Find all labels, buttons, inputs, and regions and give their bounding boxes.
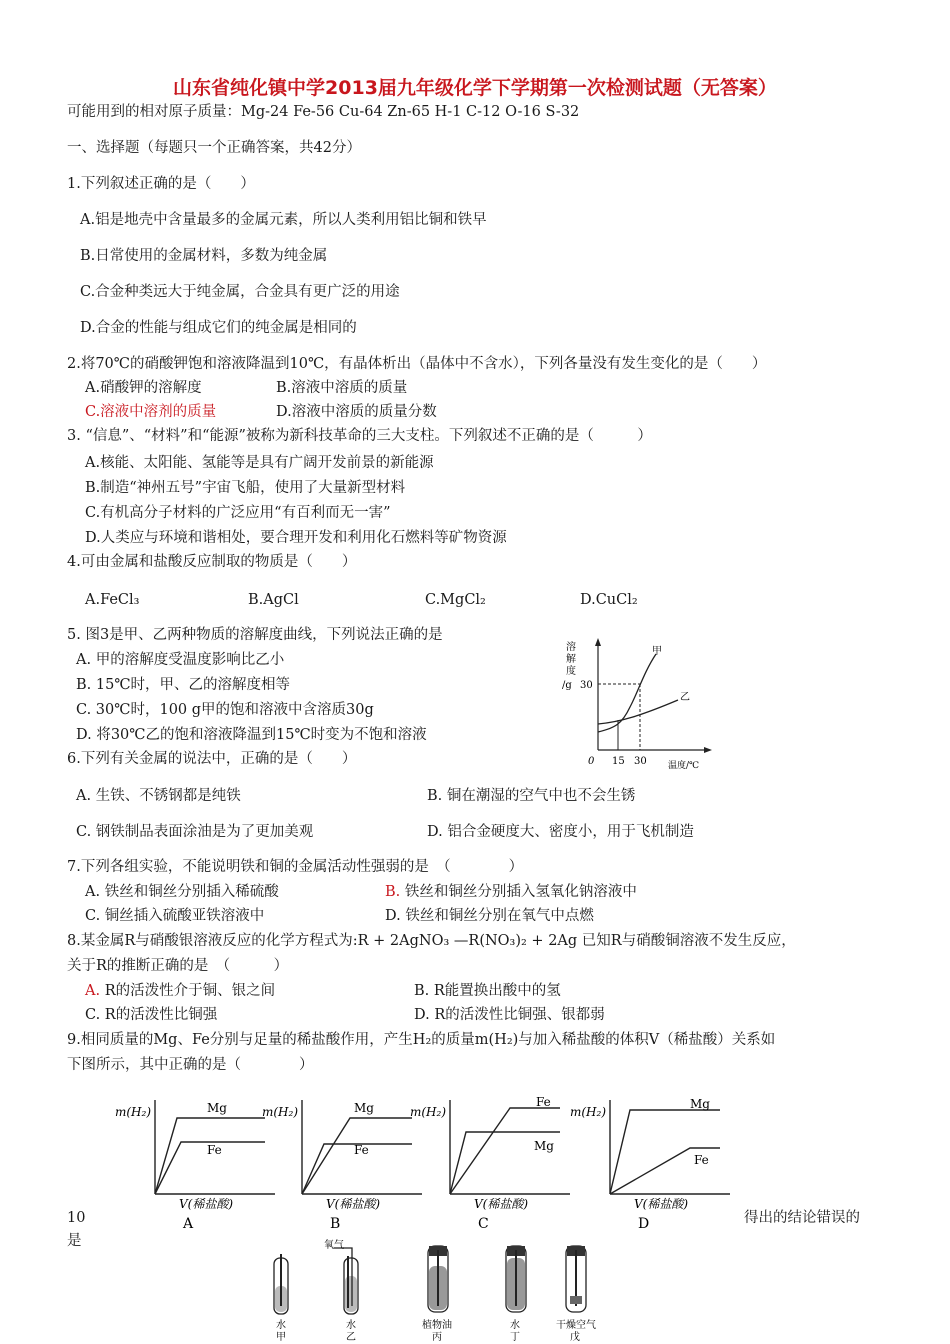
tube-jia <box>274 1254 288 1314</box>
curve-yi-label: 乙 <box>680 692 690 703</box>
curve-yi <box>598 700 678 724</box>
q5-option-a: A. 甲的溶解度受温度影响比乙小 <box>76 652 285 668</box>
x-axis-arrow <box>704 747 712 753</box>
q3-stem: 3. “信息”、“材料”和“能源”被称为新科技革命的三大支柱。下列叙述不正确的是（ ） <box>67 428 652 444</box>
oxygen-label: 氧气 <box>324 1240 344 1251</box>
q8-option-a <box>85 981 275 1001</box>
tube-bing-bottom-label: 丙 <box>432 1332 442 1343</box>
q5-option-d: D. 将30℃乙的饱和溶液降温到15℃时变为不饱和溶液 <box>76 727 427 743</box>
series-label-bottom: Fe <box>694 1153 709 1167</box>
series-label-top: Fe <box>536 1095 551 1109</box>
q7-option-b <box>385 882 637 902</box>
x-tick-0: 0 <box>588 756 595 767</box>
y-axis-label-2: 解 <box>566 654 576 665</box>
q5-option-b: B. 15℃时，甲、乙的溶解度相等 <box>76 677 291 693</box>
x-tick-15: 15 <box>612 756 625 767</box>
graph-letter: A <box>183 1216 194 1232</box>
q3-option-d: D.人类应与环境和谐相处，要合理开发和利用化石燃料等矿物资源 <box>85 530 507 546</box>
graph-letter: C <box>478 1216 489 1232</box>
x-axis-label: V(稀盐酸) <box>634 1197 689 1211</box>
curve-jia <box>598 654 656 732</box>
q7-option-b-text: 铁丝和铜丝分别插入氢氧化钠溶液中 <box>400 884 637 900</box>
q1-option-d: D.合金的性能与组成它们的纯金属是相同的 <box>80 320 357 336</box>
q9-stem: 9.相同质量的Mg、Fe分别与足量的稀盐酸作用，产生H₂的质量m(H₂)与加入稀盐酸的体积V（稀盐酸）关系如 <box>67 1032 776 1048</box>
q2-option-d: D.溶液中溶质的质量分数 <box>276 404 437 420</box>
q4-option-a: A.FeCl₃ <box>85 592 140 608</box>
q8-option-d: D. R的活泼性比铜强、银都弱 <box>414 1007 605 1023</box>
atomic-masses: 可能用到的相对原子质量：Mg-24 Fe-56 Cu-64 Zn-65 H-1 C-12 O-16 S-32 <box>67 104 580 120</box>
q8-option-a-letter: A. <box>85 983 101 999</box>
q1-option-b: B.日常使用的金属材料，多数为纯金属 <box>80 248 328 264</box>
q3-option-b: B.制造“神州五号”宇宙飞船，使用了大量新型材料 <box>85 480 406 496</box>
series-label-bottom: Fe <box>207 1143 222 1157</box>
tube-ding-bottom-label: 丁 <box>510 1332 520 1343</box>
q4-option-b: B.AgCl <box>248 592 299 608</box>
y-axis-label-1: 溶 <box>566 642 576 653</box>
q9-graph-c <box>410 1094 580 1234</box>
tube-ding-top-label: 水 <box>510 1320 520 1331</box>
x-axis-label: V(稀盐酸) <box>326 1197 381 1211</box>
q8-stem: 8.某金属R与硝酸银溶液反应的化学方程式为:R + 2AgNO₃ —R(NO₃)₂ + 2Ag 已知R与硝酸铜溶液不发生反应， <box>67 933 796 949</box>
y-axis-label: m(H₂) <box>410 1105 447 1119</box>
tube-yi-bottom-label: 乙 <box>346 1332 356 1343</box>
q6-option-c: C. 钢铁制品表面涂油是为了更加美观 <box>76 824 314 840</box>
y-axis-label-3: 度 <box>566 666 576 677</box>
tube-wu-top-label: 干燥空气 <box>556 1320 596 1331</box>
q10-fragment-right: 得出的结论错误的 <box>744 1210 860 1226</box>
q5-option-c: C. 30℃时，100 g甲的饱和溶液中含溶质30g <box>76 702 374 718</box>
series-label-top: Mg <box>354 1101 374 1115</box>
x-axis-label: V(稀盐酸) <box>474 1197 529 1211</box>
q1-option-c: C.合金种类远大于纯金属，合金具有更广泛的用途 <box>80 284 400 300</box>
tube-wu <box>566 1246 586 1312</box>
q10-fragment-left: 10 <box>67 1210 86 1226</box>
q10-fragment-line2: 是 <box>67 1233 82 1249</box>
q8-option-b: B. R能置换出酸中的氢 <box>414 983 561 999</box>
q7-option-d: D. 铁丝和铜丝分别在氧气中点燃 <box>385 908 594 924</box>
graph-letter: D <box>638 1216 650 1232</box>
q1-stem: 1.下列叙述正确的是（ ） <box>67 176 255 192</box>
q9-graph-b <box>262 1094 432 1234</box>
q9-graph-d <box>570 1094 740 1234</box>
q7-option-b-letter: B. <box>385 884 401 900</box>
section-heading: 一、选择题（每题只一个正确答案，共42分） <box>67 140 361 156</box>
q1-option-a: A.铝是地壳中含量最多的金属元素，所以人类利用铝比铜和铁早 <box>80 212 487 228</box>
q2-stem: 2.将70℃的硝酸钾饱和溶液降温到10℃，有晶体析出（晶体中不含水），下列各量没有发生变化的是（ ） <box>67 356 767 372</box>
q2-option-c: C.溶液中溶剂的质量 <box>85 404 217 420</box>
q4-option-c: C.MgCl₂ <box>425 592 486 608</box>
graph-letter: B <box>330 1216 341 1232</box>
series-label-bottom: Fe <box>354 1143 369 1157</box>
tube-yi-top-label: 水 <box>346 1320 356 1331</box>
q8-option-a-text: R的活泼性介于铜、银之间 <box>100 983 276 999</box>
q6-option-b: B. 铜在潮湿的空气中也不会生锈 <box>427 788 636 804</box>
curve-mg <box>610 1110 720 1194</box>
y-axis-unit: /g <box>562 680 572 691</box>
tube-bing-top-label: 植物油 <box>422 1320 452 1331</box>
tube-jia-bottom-label: 甲 <box>276 1332 286 1343</box>
q6-option-d: D. 铝合金硬度大、密度小，用于飞机制造 <box>427 824 694 840</box>
q7-stem: 7.下列各组实验，不能说明铁和铜的金属活动性强弱的是 （ ） <box>67 859 524 875</box>
page-title: 山东省纯化镇中学2013届九年级化学下学期第一次检测试题（无答案） <box>173 77 777 99</box>
y-axis-arrow <box>595 638 601 646</box>
q7-option-c: C. 铜丝插入硫酸亚铁溶液中 <box>85 908 265 924</box>
q10-tubes-figure <box>260 1236 620 1344</box>
series-label-top: Mg <box>207 1101 227 1115</box>
q2-option-a: A.硝酸钾的溶解度 <box>85 380 202 396</box>
q3-option-a: A.核能、太阳能、氢能等是具有广阔开发前景的新能源 <box>85 455 434 471</box>
series-label-top: Mg <box>690 1097 710 1111</box>
tube-yi <box>334 1248 358 1314</box>
q3-option-c: C.有机高分子材料的广泛应用“有百利而无一害” <box>85 505 391 521</box>
q2-option-b: B.溶液中溶质的质量 <box>276 380 408 396</box>
q7-option-a: A. 铁丝和铜丝分别插入稀硫酸 <box>85 884 279 900</box>
q6-stem: 6.下列有关金属的说法中，正确的是（ ） <box>67 751 357 767</box>
y-tick-30: 30 <box>580 680 593 691</box>
x-axis-label: 温度/℃ <box>668 761 700 771</box>
q5-stem: 5. 图3是甲、乙两种物质的溶解度曲线，下列说法正确的是 <box>67 627 443 643</box>
y-axis-label: m(H₂) <box>570 1105 607 1119</box>
q4-option-d: D.CuCl₂ <box>580 592 638 608</box>
series-label-bottom: Mg <box>534 1139 554 1153</box>
q8-option-c: C. R的活泼性比铜强 <box>85 1007 218 1023</box>
tube-jia-top-label: 水 <box>276 1320 286 1331</box>
q9-graph-a <box>115 1094 285 1234</box>
curve-jia-label: 甲 <box>652 646 662 657</box>
solubility-curve-figure <box>560 632 720 772</box>
q8-stem-2: 关于R的推断正确的是 （ ） <box>67 958 289 974</box>
tube-bing <box>428 1246 448 1312</box>
q4-stem: 4.可由金属和盐酸反应制取的物质是（ ） <box>67 554 357 570</box>
q9-stem-2: 下图所示，其中正确的是（ ） <box>67 1057 314 1073</box>
y-axis-label: m(H₂) <box>115 1105 152 1119</box>
x-axis-label: V(稀盐酸) <box>179 1197 234 1211</box>
q6-option-a: A. 生铁、不锈钢都是纯铁 <box>76 788 241 804</box>
tube-ding <box>506 1246 526 1312</box>
x-tick-30: 30 <box>634 756 647 767</box>
tube-wu-bottom-label: 戊 <box>570 1332 580 1343</box>
y-axis-label: m(H₂) <box>262 1105 299 1119</box>
